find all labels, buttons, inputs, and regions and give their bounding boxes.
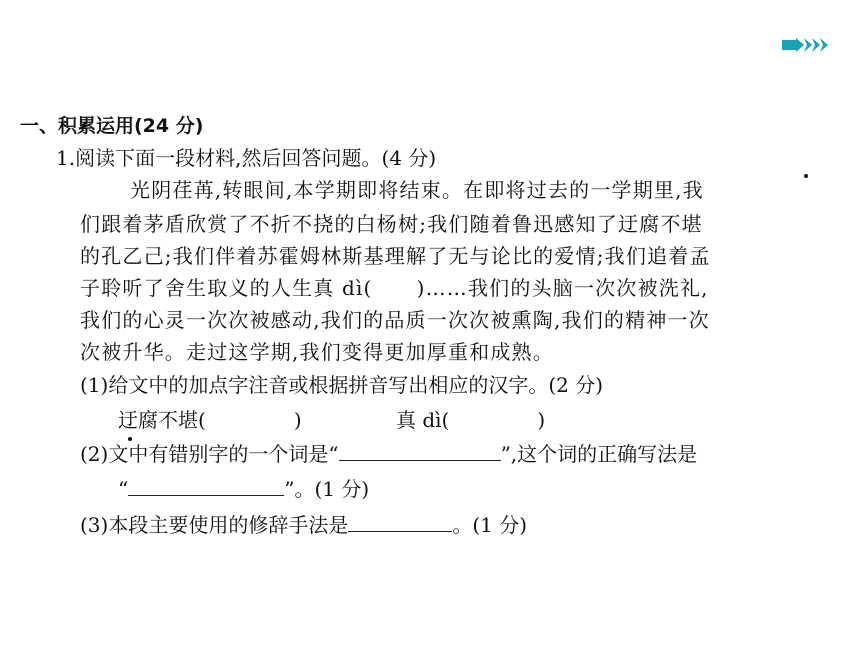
sub3-prompt-b: 。(1 分)	[452, 513, 528, 537]
sub2-prompt-b: ”,这个词的正确写法是	[500, 442, 698, 466]
paragraph-line-1: 光阴荏苒,转眼间,本学期即将结束。在即将过去的一学期里,我	[130, 178, 704, 202]
sub-question-2-line-1	[80, 440, 697, 468]
sub-question-3	[80, 511, 527, 539]
sub-question-2-line-2	[118, 475, 369, 503]
paragraph-line-5: 我们的心灵一次次被感动,我们的品质一次次被熏陶,我们的精神一次	[80, 308, 710, 332]
question-1-prompt: 1.阅读下面一段材料,然后回答问题。(4 分)	[56, 146, 437, 170]
paragraph-line-2: 们跟着茅盾欣赏了不折不挠的白杨树;我们随着鲁迅感知了迂腐不堪	[80, 212, 703, 236]
answer-blank-rhetoric[interactable]	[348, 513, 452, 532]
sub-question-1-prompt: (1)给文中的加点字注音或根据拼音写出相应的汉字。(2 分)	[80, 373, 604, 397]
double-arrow-right-icon[interactable]	[782, 38, 830, 52]
answer-blank-wrong-word[interactable]	[339, 442, 501, 461]
answer-blank-correct-word[interactable]	[128, 477, 284, 496]
section-title: 一、积累运用(24 分)	[20, 115, 204, 137]
paragraph-line-6: 次被升华。走过这学期,我们变得更加厚重和成熟。	[80, 340, 554, 364]
sub2-line2-close: ”。(1 分)	[284, 477, 370, 501]
sub3-prompt-a: (3)本段主要使用的修辞手法是	[80, 513, 349, 537]
sub2-line2-open: “	[118, 477, 129, 501]
sub1-item-b	[396, 406, 545, 434]
sub1-item-b-close: )	[537, 408, 546, 432]
paragraph-line-4-start: 子聆听了舍生取义的人生真 dì(	[80, 276, 373, 300]
paragraph-line-4-end: )……我们的头脑一次次被洗礼,	[416, 276, 709, 300]
sub1-item-b-word: 真 dì(	[396, 408, 450, 432]
emphasis-dot	[804, 174, 808, 178]
paragraph-line-3: 的孔乙己;我们伴着苏霍姆林斯基理解了无与论比的爱情;我们追着孟	[80, 244, 711, 268]
sub1-item-a-word: 迂腐不堪(	[118, 408, 206, 432]
sub1-item-a-close: )	[293, 408, 302, 432]
paragraph-line-4	[80, 274, 709, 302]
sub2-prompt-a: (2)文中有错别字的一个词是“	[80, 442, 339, 466]
sub1-item-a	[118, 406, 302, 434]
